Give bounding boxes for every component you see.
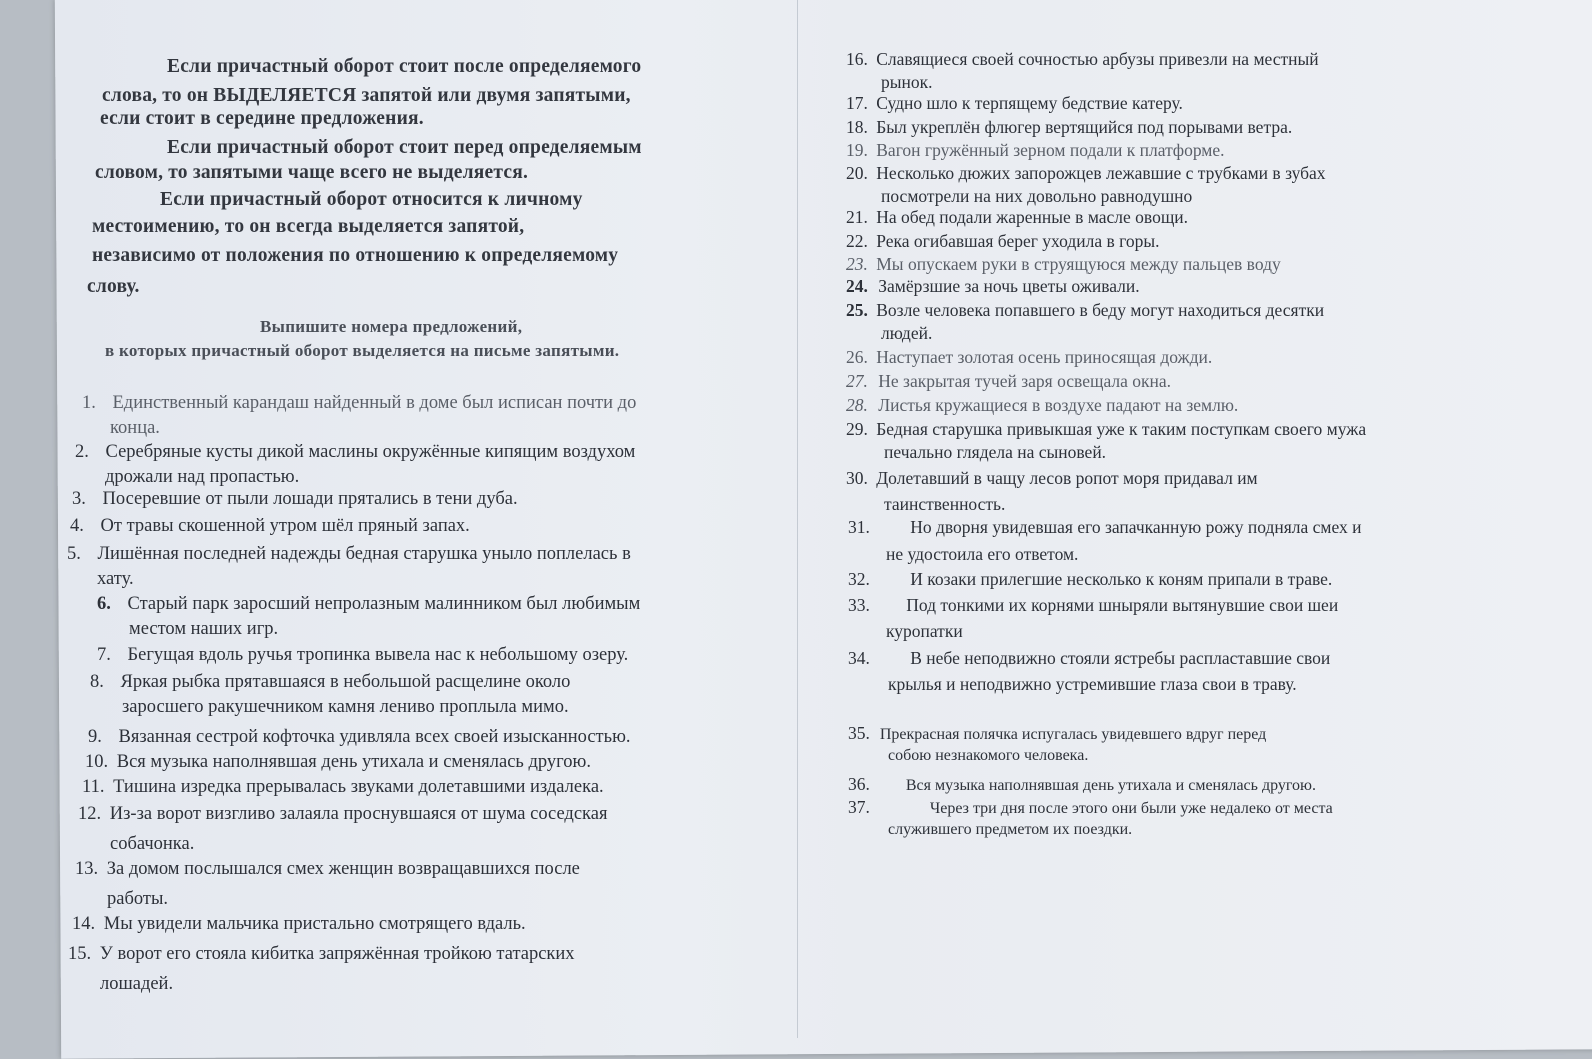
item-text: Не закрытая тучей заря освещала окна. [878,371,1172,391]
item-text: От травы скошенной утром шёл пряный запах. [100,516,470,536]
item-number: 25. [846,300,868,320]
item-text-cont: таинственность. [884,494,1006,514]
item-text-cont: людей. [881,323,933,343]
sentence-item-4 [70,514,470,539]
item-number: 3. [72,489,86,509]
sentence-item-37 [848,796,1333,838]
item-number: 24. [846,276,868,296]
item-text-cont: не удостоила его ответом. [886,544,1079,564]
sentence-item-34 [848,647,1331,694]
sentence-item-26 [846,346,1212,370]
rule-line: местоимению, то он всегда выделяется запятой, [92,216,525,237]
item-text-cont: куропатки [886,621,963,641]
item-text-cont: служившего предметом их поездки. [888,821,1133,838]
sentence-item-13 [75,857,580,909]
rule-line: Если причастный оборот стоит перед определяемым [167,137,642,158]
item-text: Замёрзшие за ночь цветы оживали. [878,276,1140,296]
item-text: Под тонкими их корнями шныряли вытянувшие свои шеи [906,595,1339,615]
item-text: Но дворня увидевшая его запачканную рожу подняла смех и [910,517,1362,537]
sentence-item-5 [67,542,631,589]
sentence-item-17 [846,92,1183,116]
item-text-cont: рынок. [881,72,933,92]
sentence-item-22 [846,230,1160,254]
item-number: 15. [68,944,92,964]
item-number: 26. [846,347,868,367]
item-text-cont: заросшего ракушечником камня лениво проплыла мимо. [122,697,569,717]
item-text: Вагон гружённый зерном подали к платформе. [876,140,1225,160]
item-text: Долетавший в чащу лесов ропот моря придавал им [876,468,1258,488]
item-number: 28. [846,395,868,415]
item-number: 4. [70,516,84,536]
item-number: 5. [67,544,81,564]
sentence-item-28 [846,394,1238,418]
sentence-item-6 [97,592,641,639]
rule-line: Если причастный оборот стоит после определяемого [167,56,642,77]
item-number: 17. [846,93,868,113]
item-text-cont: посмотрели на них довольно равнодушно [881,186,1193,206]
item-text: Бегущая вдоль ручья тропинка вывела нас к небольшому озеру. [127,645,629,665]
item-text: Серебряные кусты дикой маслины окружённые кипящим воздухом [105,442,636,462]
item-text: И козаки прилегшие несколько к коням припали в траве. [910,569,1333,589]
item-number: 32. [848,569,870,589]
sentence-item-8 [90,670,571,717]
item-text-cont: собачонка. [110,834,195,854]
item-text: Славящиеся своей сочностью арбузы привезли на местный [876,49,1319,69]
sentence-item-31 [848,516,1362,564]
item-number: 33. [848,595,870,615]
item-text: У ворот его стояла кибитка запряжённая тройкою татарских [99,944,575,964]
sentence-item-32 [848,568,1332,592]
sentence-item-3 [72,487,518,512]
item-number: 11. [82,777,105,797]
item-number: 34. [848,648,870,668]
rule-line: словом, то запятыми чаще всего не выделяется. [95,162,529,183]
item-text: На обед подали жаренные в масле овощи. [876,207,1189,227]
rule-line: Если причастный оборот относится к личному [160,189,583,210]
item-number: 9. [88,727,102,747]
item-text: Судно шло к терпящему бедствие катеру. [876,93,1183,113]
sentence-item-11 [82,775,604,800]
item-number: 20. [846,163,868,183]
item-number: 2. [75,442,89,462]
item-number: 21. [846,207,868,227]
sentence-item-15 [68,942,575,994]
sentence-item-7 [97,643,628,668]
sentence-item-27 [846,370,1171,394]
sentence-item-2 [75,440,636,487]
item-text: Лишённая последней надежды бедная старушка уныло поплелась в [97,544,631,564]
task-line: в которых причастный оборот выделяется на письме запятыми. [105,341,620,360]
item-number: 31. [848,517,870,537]
item-text: Единственный карандаш найденный в доме был исписан почти до [112,393,637,413]
item-text: В небе неподвижно стояли ястребы распластавшие свои [910,648,1331,668]
sentence-item-33 [848,594,1339,641]
item-text: Листья кружащиеся в воздухе падают на землю. [878,395,1239,415]
item-text: Вся музыка наполнявшая день утихала и сменялась другою. [116,752,591,772]
sentence-item-9 [88,725,631,750]
sentence-item-23 [846,253,1281,277]
item-text-cont: работы. [107,889,169,909]
sentence-item-10 [85,750,591,775]
sentence-item-36 [848,773,1316,798]
item-text-cont: конца. [110,418,160,438]
item-text: Посеревшие от пыли лошади прятались в тени дуба. [102,489,518,509]
item-text: Мы увидели мальчика пристально смотрящего вдаль. [103,914,526,934]
rule-line: слову. [87,276,140,297]
task-line: Выпишите номера предложений, [260,317,523,336]
item-text-cont: местом наших игр. [129,619,279,639]
item-text: Несколько дюжих запорожцев лежавшие с трубками в зубах [876,163,1326,183]
item-text-cont: печально глядела на сыновей. [884,442,1107,462]
item-text-cont: лошадей. [100,974,174,994]
item-number: 1. [82,393,96,413]
sentence-item-19 [846,139,1225,163]
item-number: 27. [846,371,868,391]
sentence-item-20 [846,162,1326,206]
page-fold-line [797,0,798,1038]
item-text: Тишина изредка прерывалась звуками долетавшими издалека. [113,777,604,797]
item-text: Прекрасная полячка испугалась увидевшего вдруг перед [879,726,1267,743]
sentence-item-29 [846,418,1367,462]
item-number: 7. [97,645,111,665]
item-text: Через три дня после этого они были уже недалеко от места [929,800,1333,817]
item-text: Старый парк заросший непролазным малинником был любимым [127,594,641,614]
item-text-cont: собою незнакомого человека. [888,747,1089,764]
sentence-item-24 [846,275,1140,299]
item-number: 10. [85,752,109,772]
item-text: Был укреплён флюгер вертящийся под порывами ветра. [876,117,1293,137]
item-number: 6. [97,594,111,614]
item-number: 8. [90,672,104,692]
item-text: Бедная старушка привыкшая уже к таким поступкам своего мужа [876,419,1367,439]
item-number: 13. [75,859,99,879]
item-number: 35. [848,723,870,743]
item-number: 36. [848,774,870,794]
rule-line: независимо от положения по отношению к определяемому [92,245,619,266]
sentence-item-35 [848,722,1267,764]
item-number: 30. [846,468,868,488]
item-text-cont: дрожали над пропастью. [105,467,300,487]
item-text-cont: крылья и неподвижно устремившие глаза свои в траву. [888,674,1297,694]
item-text: За домом послышался смех женщин возвращавшихся после [106,859,580,879]
sentence-item-1 [82,391,637,438]
sentence-item-21 [846,206,1188,230]
item-number: 23. [846,254,868,274]
item-number: 12. [78,804,102,824]
item-number: 22. [846,231,868,251]
sentence-item-12 [78,802,608,854]
item-text-cont: хату. [97,569,134,589]
sentence-item-14 [72,912,526,937]
item-number: 29. [846,419,868,439]
item-number: 18. [846,117,868,137]
item-number: 19. [846,140,868,160]
rule-line: слова, то он ВЫДЕЛЯЕТСЯ запятой или двумя запятыми, [102,85,631,106]
item-text: Яркая рыбка прятавшаяся в небольшой расщелине около [120,672,571,692]
sentence-item-25 [846,299,1325,343]
item-number: 14. [72,914,96,934]
item-number: 37. [848,797,870,817]
item-text: Мы опускаем руки в струящуюся между пальцев воду [876,254,1281,274]
sentence-item-16 [846,48,1319,92]
item-text: Из-за ворот визгливо залаяла проснувшаяся от шума соседская [109,804,608,824]
item-text: Вся музыка наполнявшая день утихала и сменялась другою. [905,777,1316,794]
item-text: Река огибавшая берег уходила в горы. [876,231,1160,251]
rule-line: если стоит в середине предложения. [100,108,424,129]
sentence-item-30 [846,467,1258,514]
item-text: Вязанная сестрой кофточка удивляла всех своей изысканностью. [118,727,631,747]
item-text: Наступает золотая осень приносящая дожди. [876,347,1213,367]
sentence-item-18 [846,116,1292,140]
item-number: 16. [846,49,868,69]
item-text: Возле человека попавшего в беду могут находиться десятки [876,300,1325,320]
